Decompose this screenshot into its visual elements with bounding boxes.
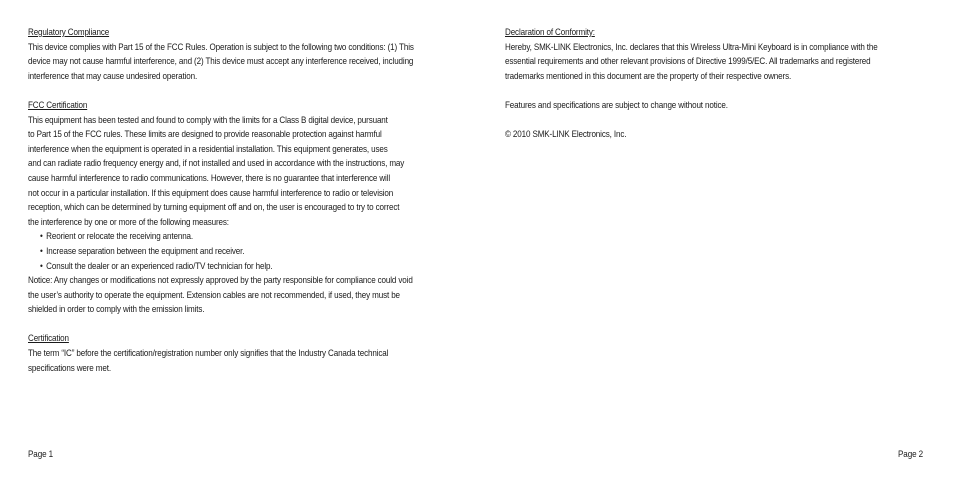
page-number-left: Page 1 [28, 448, 54, 459]
certification-heading: Certification [28, 332, 69, 344]
fcc-line: This equipment has been tested and found to comply with the limits for a Class B digital device, pursuant [28, 113, 388, 125]
regulatory-line: device may not cause harmful interference, and (2) This device must accept any interference received, including [28, 55, 414, 67]
copyright-section [505, 127, 918, 142]
right-page-column [505, 25, 918, 156]
fcc-line: cause harmful interference to radio communications. However, there is no guarantee that interference will [28, 171, 391, 183]
certification-line: The term “IC” before the certification/registration number only signifies that the Industry Canada technical [28, 347, 389, 359]
fcc-line: reception, which can be determined by turning equipment off and on, the user is encouraged to try to correct [28, 201, 400, 213]
list-item-text: Reorient or relocate the receiving antenna. [46, 230, 194, 242]
fcc-measures-list [28, 229, 449, 273]
list-item [40, 229, 449, 244]
regulatory-compliance-heading: Regulatory Compliance [28, 26, 110, 37]
fcc-certification-section [28, 98, 449, 317]
page-number-right: Page 2 [898, 448, 924, 459]
list-item-text: Consult the dealer or an experienced radio/TV technician for help. [46, 259, 273, 271]
certification-line: specifications were met. [28, 361, 111, 373]
fcc-line: the interference by one or more of the following measures: [28, 215, 229, 227]
declaration-line: trademarks mentioned in this document are the property of their respective owners. [505, 69, 792, 81]
bullet-icon: • [40, 259, 43, 271]
left-page-column [28, 25, 449, 390]
notice-line: shielded in order to comply with the emission limits. [28, 303, 205, 315]
bullet-icon: • [40, 244, 43, 256]
fcc-line: and can radiate radio frequency energy and, if not installed and used in accordance with the instructions, may [28, 157, 405, 169]
fcc-line: to Part 15 of the FCC rules. These limits are designed to provide reasonable protection against harmful [28, 128, 382, 140]
fcc-certification-heading: FCC Certification [28, 98, 88, 110]
regulatory-line: interference that may cause undesired operation. [28, 69, 198, 81]
fcc-line: not occur in a particular installation. If this equipment does cause harmful interference to radio or television [28, 186, 394, 198]
fcc-line: interference when the equipment is operated in a residential installation. This equipment generates, uses [28, 142, 388, 154]
certification-section [28, 331, 449, 375]
declaration-line: Hereby, SMK-LINK Electronics, Inc. declares that this Wireless Ultra-Mini Keyboard is in compliance with the [505, 40, 878, 52]
features-note: Features and specifications are subject to change without notice. [505, 98, 728, 110]
list-item [40, 244, 449, 259]
regulatory-line: This device complies with Part 15 of the FCC Rules. Operation is subject to the following two conditions: (1) This [28, 40, 414, 52]
notice-line: the user’s authority to operate the equipment. Extension cables are not recommended, if used, they must be [28, 288, 400, 300]
declaration-heading: Declaration of Conformity: [505, 26, 595, 37]
regulatory-compliance-section [28, 25, 449, 83]
features-note-section [505, 98, 918, 113]
declaration-section [505, 25, 918, 83]
list-item-text: Increase separation between the equipment and receiver. [46, 244, 245, 256]
list-item [40, 259, 449, 274]
copyright-text: © 2010 SMK-LINK Electronics, Inc. [505, 128, 627, 140]
bullet-icon: • [40, 230, 43, 242]
declaration-line: essential requirements and other relevant provisions of Directive 1999/5/EC. All trademarks and registered [505, 55, 871, 67]
notice-line: Notice: Any changes or modifications not expressly approved by the party responsible for compliance could void [28, 274, 413, 286]
